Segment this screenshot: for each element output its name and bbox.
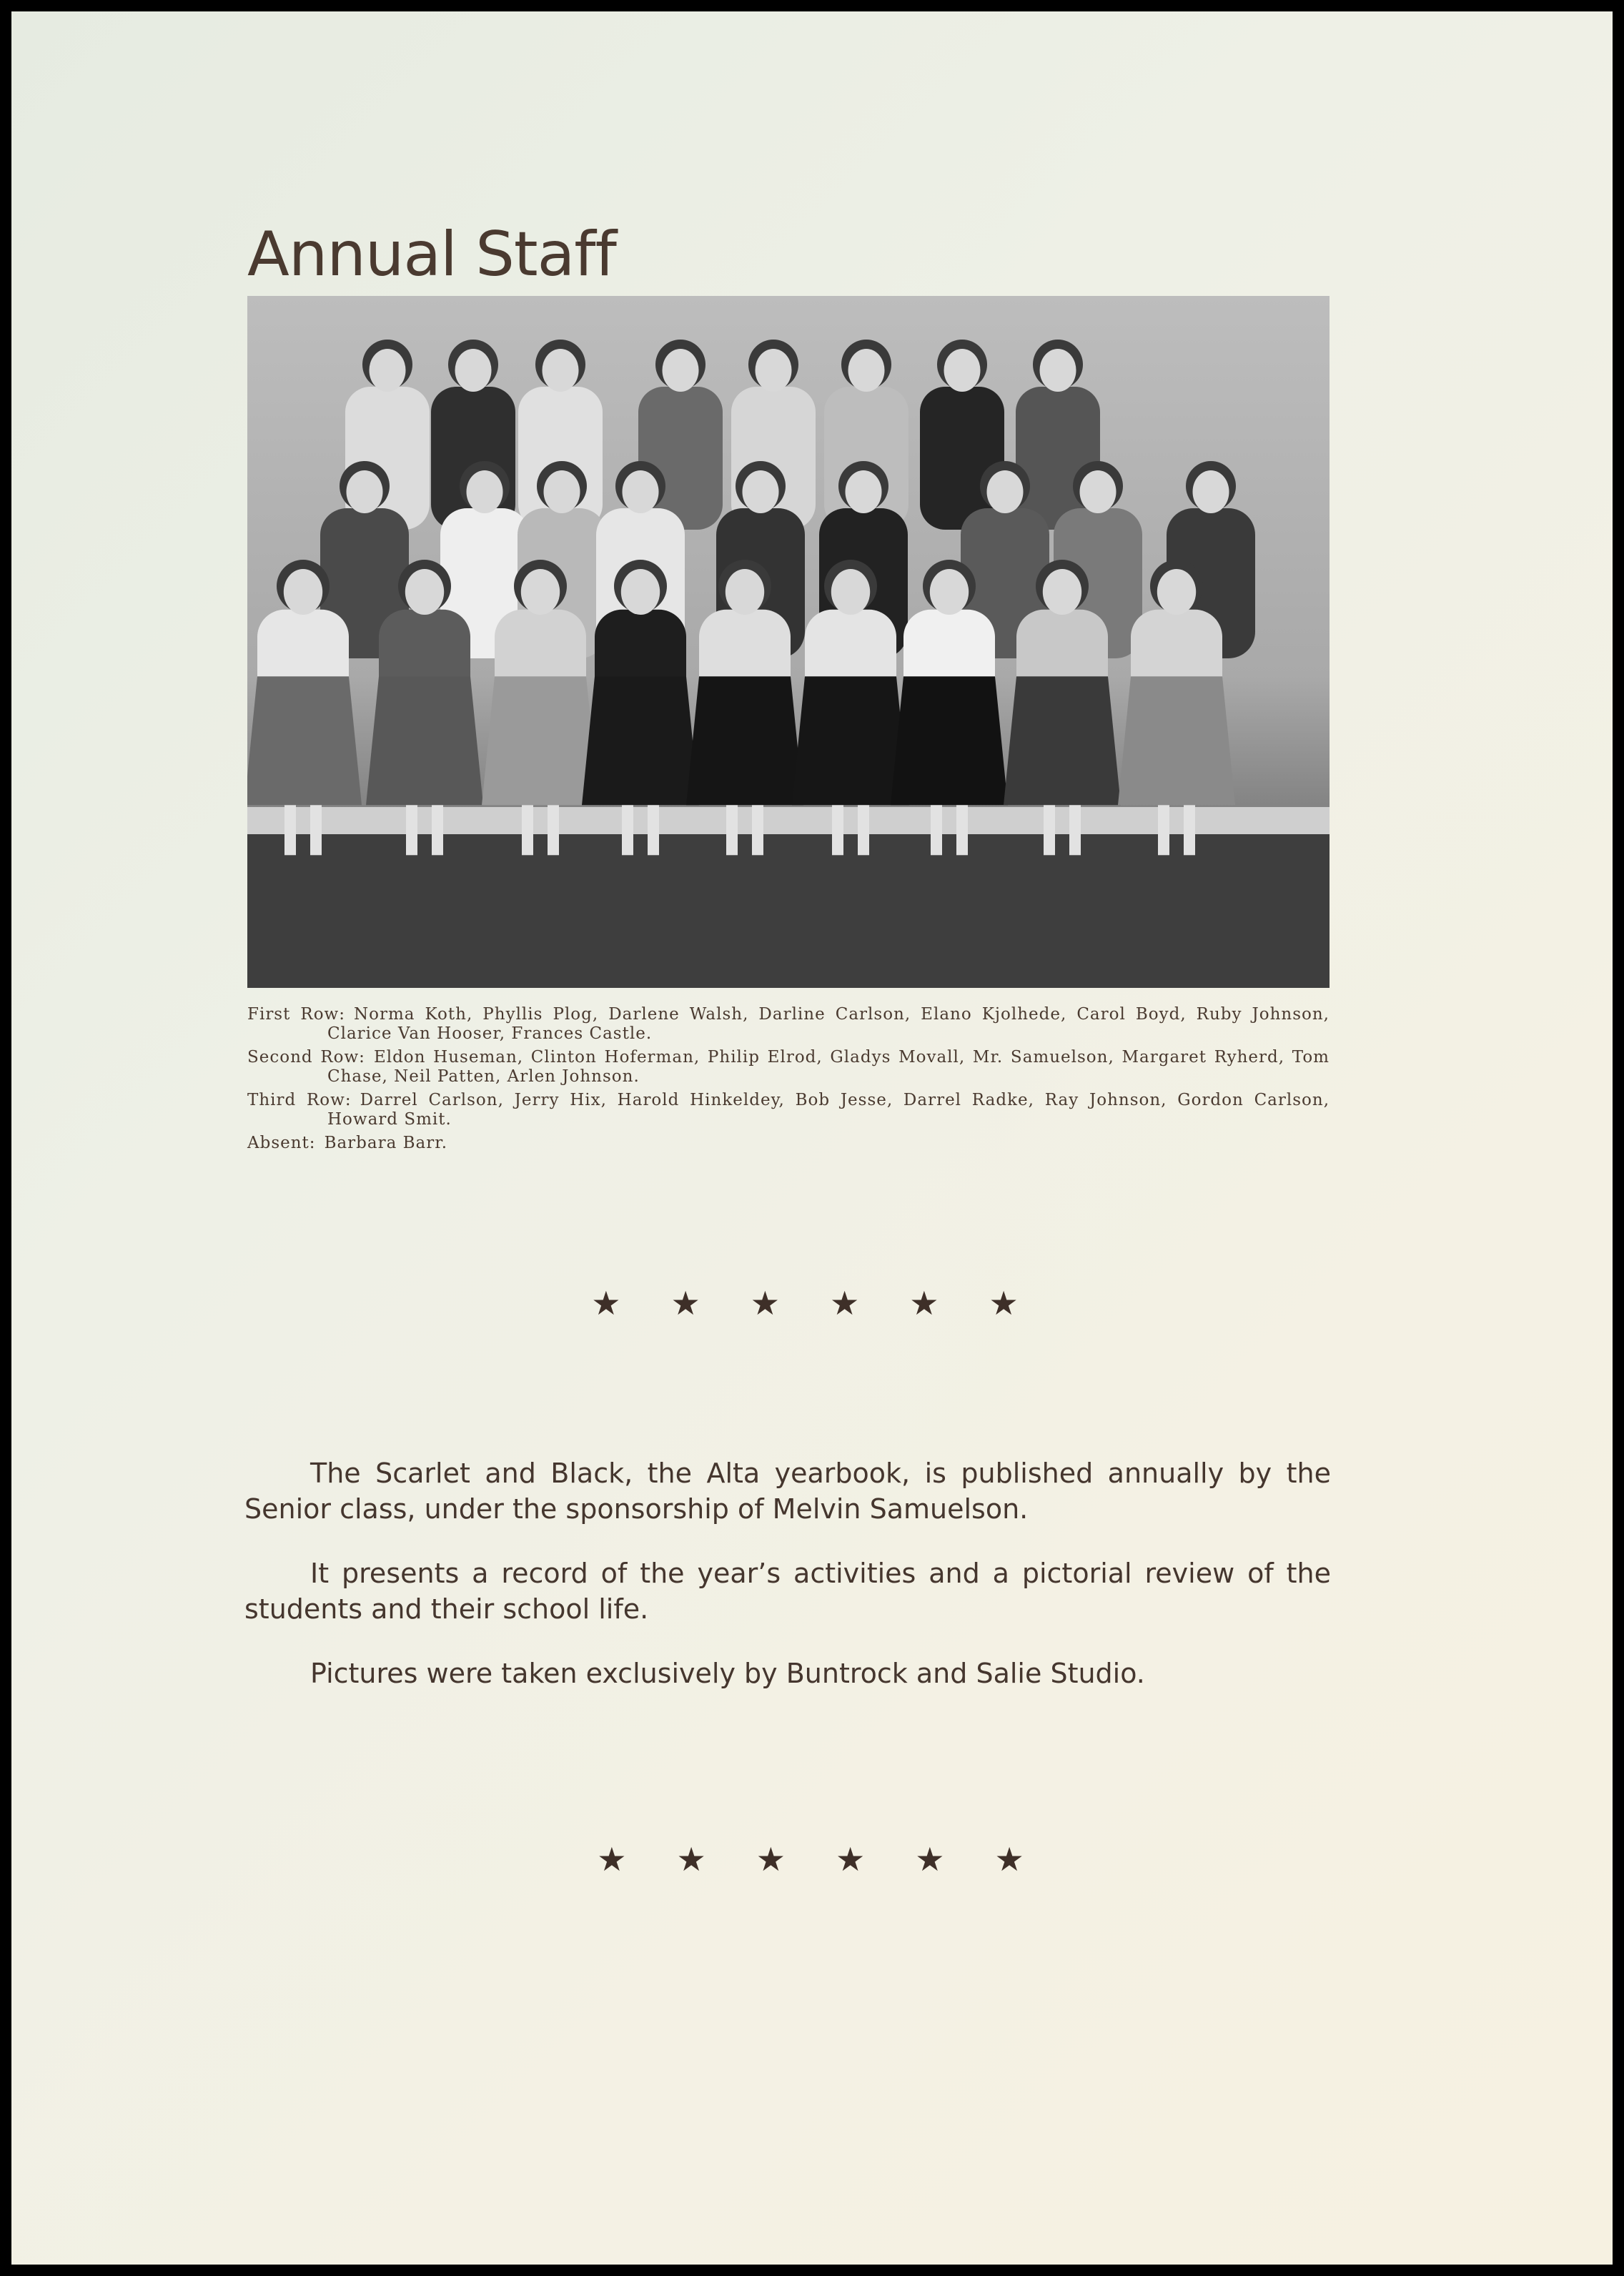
star-divider-bottom: [11, 1840, 1611, 1879]
caption-names: Eldon Huseman, Clinton Hoferman, Philip Elrod, Gladys Movall, Mr. Samuelson, Margaret Ryherd, Tom Chase, Neil Patten, Arlen Johnson.: [327, 1048, 1330, 1086]
star-icon: ★: [676, 1840, 706, 1879]
paragraph: The Scarlet and Black, the Alta yearbook, is published annually by the Senior class, under the sponsorship of Melvin Samuelson.: [244, 1458, 1331, 1525]
paragraph: Pictures were taken exclusively by Buntrock and Salie Studio.: [310, 1658, 1145, 1689]
yearbook-page: [11, 11, 1613, 2265]
star-icon: ★: [915, 1840, 945, 1879]
caption-line: [247, 1091, 1330, 1129]
star-icon: ★: [989, 1284, 1019, 1322]
star-icon: ★: [994, 1840, 1024, 1879]
group-photo-icon: [247, 296, 1330, 988]
caption-label: Second Row:: [247, 1048, 365, 1067]
floor: [247, 834, 1330, 988]
paragraph: It presents a record of the year’s activities and a pictorial review of the students and their school life.: [244, 1558, 1331, 1625]
caption-names: Barbara Barr.: [324, 1134, 448, 1152]
star-icon: ★: [836, 1840, 866, 1879]
star-icon: ★: [591, 1284, 621, 1322]
caption-label: Third Row:: [247, 1091, 352, 1109]
annual-staff-group-photo: [247, 296, 1330, 988]
star-icon: ★: [756, 1840, 786, 1879]
photo-captions: [247, 1005, 1330, 1157]
star-icon: ★: [750, 1284, 780, 1322]
caption-line: [247, 1005, 1330, 1044]
caption-names: Darrel Carlson, Jerry Hix, Harold Hinkeldey, Bob Jesse, Darrel Radke, Ray Johnson, Gordon Carlson, Howard Smit.: [327, 1091, 1330, 1129]
body-text: [244, 1455, 1331, 1720]
page-title: Annual Staff: [247, 219, 616, 290]
caption-line: [247, 1048, 1330, 1087]
star-icon: ★: [670, 1284, 700, 1322]
star-icon: ★: [909, 1284, 939, 1322]
caption-label: Absent:: [247, 1134, 316, 1152]
star-divider-top: [11, 1284, 1605, 1322]
caption-line: [247, 1134, 1330, 1153]
star-icon: ★: [597, 1840, 627, 1879]
caption-label: First Row:: [247, 1005, 345, 1024]
star-icon: ★: [830, 1284, 860, 1322]
caption-names: Norma Koth, Phyllis Plog, Darlene Walsh, Darline Carlson, Elano Kjolhede, Carol Boyd, Ruby Johnson, Clarice Van Hooser, Frances Castle.: [327, 1005, 1330, 1043]
